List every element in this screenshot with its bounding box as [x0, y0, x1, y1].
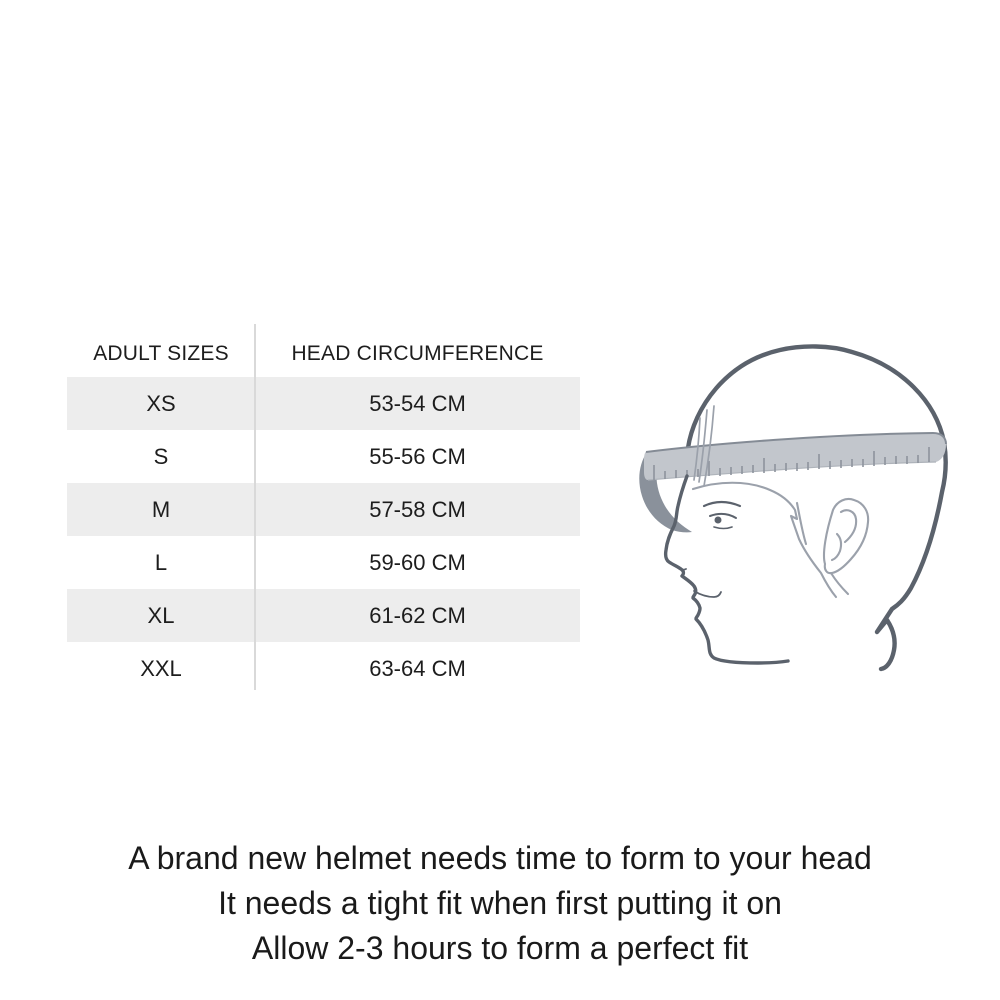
table-row [67, 430, 580, 483]
size-cell: L [154, 549, 168, 575]
fit-instruction-line-2: It needs a tight fit when first putting it on [218, 885, 782, 921]
size-cell: XL [147, 602, 175, 628]
eye-upper-lid [710, 514, 736, 518]
hairline [693, 406, 836, 597]
table-row [67, 483, 580, 536]
skull-outline [688, 346, 946, 669]
fit-instructions [0, 836, 1000, 971]
circumference-cell: 53-54 CM [369, 390, 466, 416]
eye-lower-lid [714, 527, 732, 529]
face-profile [666, 476, 788, 663]
table-column-divider [254, 324, 256, 690]
header-head-circumference: HEAD CIRCUMFERENCE [291, 341, 544, 365]
size-cell: XS [146, 390, 176, 416]
size-cell: XXL [140, 655, 182, 681]
head-with-measuring-tape-icon [630, 340, 990, 700]
table-row [67, 536, 580, 589]
mouth-line [694, 591, 721, 597]
circumference-cell: 59-60 CM [369, 549, 466, 575]
size-cell: S [153, 443, 169, 469]
head-measurement-figure [630, 340, 990, 700]
size-table [67, 330, 580, 695]
ear [824, 499, 868, 594]
eyebrow-line [704, 502, 740, 506]
eye-pupil [715, 517, 722, 524]
size-cell: M [151, 496, 171, 522]
fit-instruction-line-3: Allow 2-3 hours to form a perfect fit [251, 930, 749, 966]
table-row [67, 589, 580, 642]
circumference-cell: 57-58 CM [369, 496, 466, 522]
fit-instruction-line-1: A brand new helmet needs time to form to your head [128, 840, 872, 876]
table-header-row [67, 330, 580, 377]
table-row [67, 377, 580, 430]
circumference-cell: 63-64 CM [369, 655, 466, 681]
header-adult-sizes: ADULT SIZES [93, 341, 229, 365]
circumference-cell: 61-62 CM [369, 602, 466, 628]
circumference-cell: 55-56 CM [369, 443, 466, 469]
table-row [67, 642, 580, 695]
